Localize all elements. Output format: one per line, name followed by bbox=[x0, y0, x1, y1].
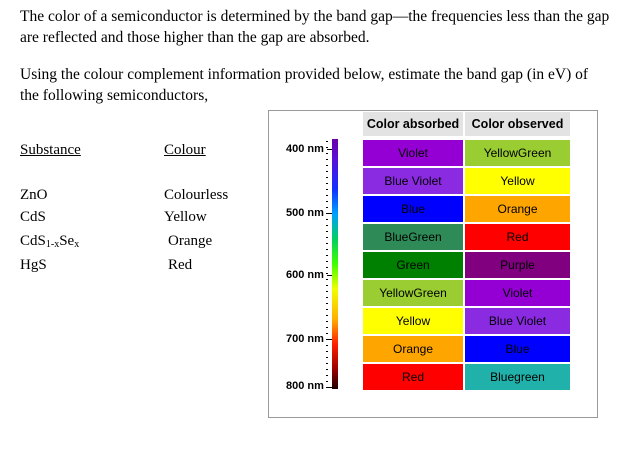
absorbed-color-cell: Orange bbox=[363, 336, 463, 362]
minor-tick bbox=[326, 273, 328, 274]
observed-color-cell: Orange bbox=[465, 196, 570, 222]
absorbed-color-cell: Yellow bbox=[363, 308, 463, 334]
minor-tick bbox=[326, 207, 328, 208]
wavelength-label: 700 nm bbox=[286, 333, 324, 345]
observed-color-cell: Red bbox=[465, 224, 570, 250]
minor-tick bbox=[326, 309, 328, 310]
observed-color-cell: Blue bbox=[465, 336, 570, 362]
minor-tick bbox=[326, 219, 328, 220]
substance-header: Substance bbox=[20, 142, 81, 158]
minor-tick bbox=[326, 165, 328, 166]
question-paragraph: Using the colour complement information provided below, estimate the band gap (in eV) of the following semiconductors, bbox=[20, 66, 589, 104]
minor-tick bbox=[326, 351, 328, 352]
minor-tick bbox=[326, 141, 328, 142]
absorbed-color-cell: YellowGreen bbox=[363, 280, 463, 306]
minor-tick bbox=[326, 231, 328, 232]
minor-tick bbox=[326, 255, 328, 256]
color-complement-figure bbox=[268, 110, 598, 418]
absorbed-color-cell: Violet bbox=[363, 140, 463, 166]
absorbed-color-cell: Blue bbox=[363, 196, 463, 222]
major-tick bbox=[327, 275, 332, 276]
minor-tick bbox=[326, 243, 328, 244]
substance-cell: HgS bbox=[20, 257, 47, 273]
colour-cell: Yellow bbox=[164, 209, 207, 225]
minor-tick bbox=[326, 171, 328, 172]
observed-color-cell: Violet bbox=[465, 280, 570, 306]
substance-cell: CdS bbox=[20, 209, 46, 225]
wavelength-label: 600 nm bbox=[286, 269, 324, 281]
observed-color-cell: Yellow bbox=[465, 168, 570, 194]
minor-tick bbox=[326, 213, 328, 214]
minor-tick bbox=[326, 369, 328, 370]
wavelength-spectrum-bar bbox=[332, 139, 338, 389]
wavelength-label: 400 nm bbox=[286, 143, 324, 155]
minor-tick bbox=[326, 327, 328, 328]
minor-tick bbox=[326, 261, 328, 262]
colour-header: Colour bbox=[164, 142, 206, 158]
minor-tick bbox=[326, 189, 328, 190]
minor-tick bbox=[326, 345, 328, 346]
observed-color-cell: Bluegreen bbox=[465, 364, 570, 390]
minor-tick bbox=[326, 285, 328, 286]
minor-tick bbox=[326, 315, 328, 316]
minor-tick bbox=[326, 225, 328, 226]
observed-color-cell: Purple bbox=[465, 252, 570, 278]
minor-tick bbox=[326, 153, 328, 154]
observed-color-cell: YellowGreen bbox=[465, 140, 570, 166]
observed-color-cell: Blue Violet bbox=[465, 308, 570, 334]
absorbed-color-cell: Red bbox=[363, 364, 463, 390]
minor-tick bbox=[326, 363, 328, 364]
minor-tick bbox=[326, 291, 328, 292]
minor-tick bbox=[326, 267, 328, 268]
minor-tick bbox=[326, 201, 328, 202]
minor-tick bbox=[326, 303, 328, 304]
minor-tick bbox=[326, 375, 328, 376]
minor-tick bbox=[326, 159, 328, 160]
minor-tick bbox=[326, 195, 328, 196]
minor-tick bbox=[326, 381, 328, 382]
colour-cell: Colourless bbox=[164, 187, 229, 203]
minor-tick bbox=[326, 321, 328, 322]
wavelength-label: 500 nm bbox=[286, 207, 324, 219]
minor-tick bbox=[326, 177, 328, 178]
color-absorbed-header: Color absorbed bbox=[363, 112, 463, 136]
minor-tick bbox=[326, 249, 328, 250]
colour-cell: Orange bbox=[168, 233, 213, 249]
colour-cell: Red bbox=[168, 257, 193, 273]
absorbed-color-cell: Green bbox=[363, 252, 463, 278]
intro-paragraph: The color of a semiconductor is determined by the band gap—the frequencies less than the gap are reflected and those higher than the gap are absorbed. bbox=[20, 8, 610, 46]
minor-tick bbox=[326, 279, 328, 280]
minor-tick bbox=[326, 339, 328, 340]
minor-tick bbox=[326, 147, 328, 148]
major-tick bbox=[327, 149, 332, 150]
minor-tick bbox=[326, 297, 328, 298]
substance-cell: ZnO bbox=[20, 187, 48, 203]
wavelength-label: 800 nm bbox=[286, 380, 324, 392]
minor-tick bbox=[326, 237, 328, 238]
minor-tick bbox=[326, 183, 328, 184]
substance-cell: $CdS_{1-x}Se_x$ bbox=[20, 233, 80, 250]
minor-tick bbox=[326, 357, 328, 358]
absorbed-color-cell: Blue Violet bbox=[363, 168, 463, 194]
absorbed-color-cell: BlueGreen bbox=[363, 224, 463, 250]
minor-tick bbox=[326, 387, 328, 388]
minor-tick bbox=[326, 333, 328, 334]
color-observed-header: Color observed bbox=[465, 112, 570, 136]
